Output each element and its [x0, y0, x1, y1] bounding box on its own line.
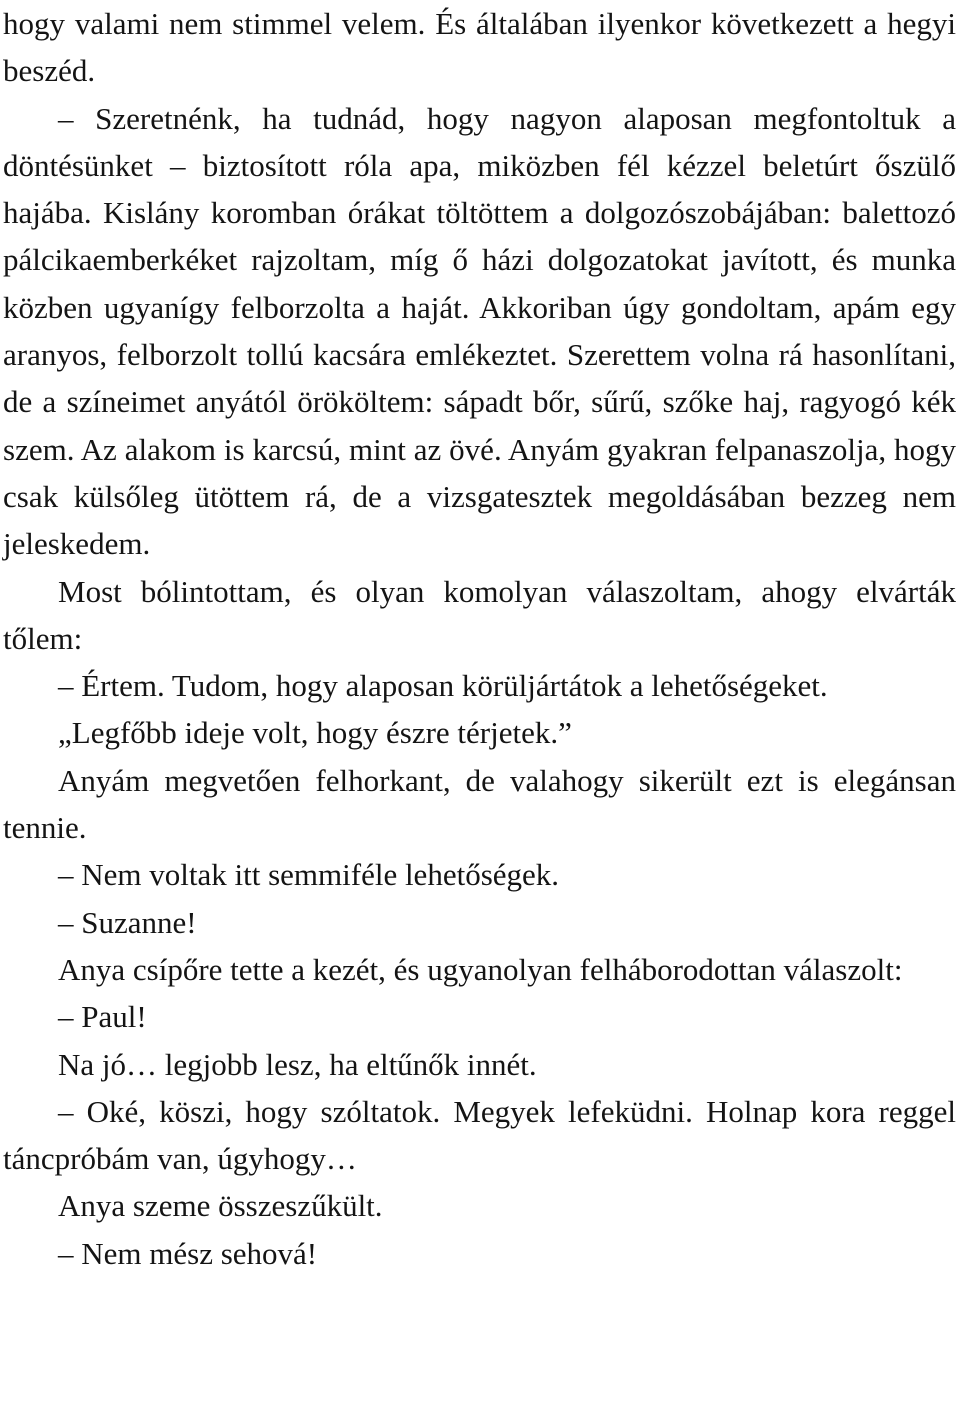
paragraph: – Értem. Tudom, hogy alaposan körüljártátok a lehetőségeket. [58, 668, 828, 704]
paragraph: hogy valami nem stimmel velem. És általában ilyenkor következett a hegyi beszéd. [3, 6, 956, 89]
paragraph: – Nem mész sehová! [58, 1235, 318, 1271]
paragraph: Anya szeme összeszűkült. [58, 1188, 383, 1224]
paragraph: Most bólintottam, és olyan komolyan válaszoltam, ahogy elvárták tőlem: [3, 573, 956, 656]
paragraph: – Nem voltak itt semmiféle lehetőségek. [58, 857, 560, 893]
paragraph: – Szeretnénk, ha tudnád, hogy nagyon alaposan megfontoltuk a döntésünket – biztosított róla apa, miközben fél kézzel beletúrt őszülő hajába. Kislány koromban órákat töltöttem a dolgozószobájában: balettozó pálcikaemberkéket rajzoltam, míg ő házi dolgozatokat javított, és munka közben ugyanígy felborzolta a haját. Akkoriban úgy gondoltam, apám egy aranyos, felborzolt tollú kacsára emlékeztet. Szerettem volna rá hasonlítani, de a színeimet anyától örököltem: sápadt bőr, sűrű, szőke haj, ragyogó kék szem. Az alakom is karcsú, mint az övé. Anyám gyakran felpanaszolja, hogy csak külsőleg ütöttem rá, de a vizsgatesztek megoldásában bezzeg nem jeleskedem. [3, 100, 956, 562]
paragraph: „Legfőbb ideje volt, hogy észre térjetek.” [58, 715, 572, 751]
paragraph: Anya csípőre tette a kezét, és ugyanolyan felháborodottan válaszolt: [58, 951, 903, 987]
paragraph: – Paul! [58, 999, 147, 1035]
paragraph: Anyám megvetően felhorkant, de valahogy sikerült ezt is elegánsan tennie. [3, 762, 956, 846]
paragraph: – Oké, köszi, hogy szóltatok. Megyek lefeküdni. Holnap kora reggel táncpróbám van, úgyhogy… [3, 1093, 956, 1177]
paragraph: Na jó… legjobb lesz, ha eltűnők innét. [58, 1046, 537, 1082]
paragraph: – Suzanne! [58, 904, 197, 940]
